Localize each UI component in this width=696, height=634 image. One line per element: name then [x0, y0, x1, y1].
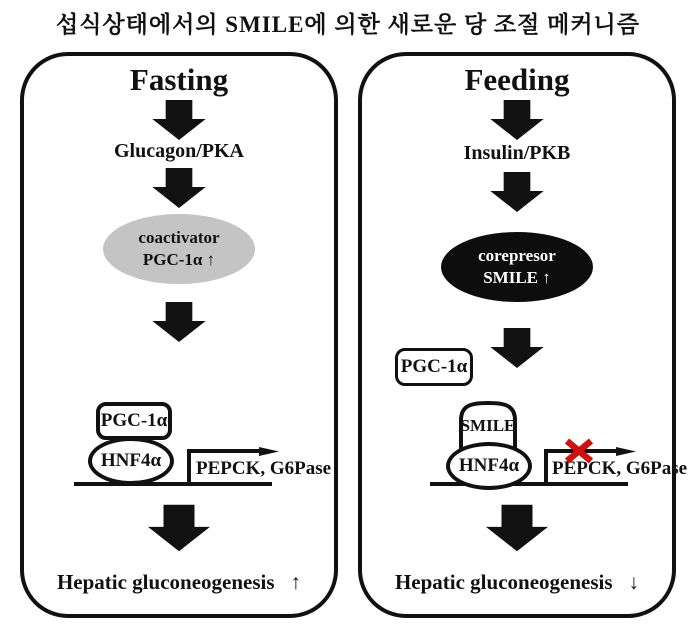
down-arrow-icon — [489, 100, 545, 140]
target-genes-label: PEPCK, G6Pase — [196, 458, 332, 479]
regulator-name: SMILE ↑ — [483, 268, 551, 287]
feeding-signal-label: Insulin/PKB — [463, 142, 571, 164]
outcome-direction: ↓ — [628, 570, 640, 594]
fasting-header: Fasting — [129, 62, 229, 97]
feeding-header: Feeding — [464, 62, 570, 97]
down-arrow-icon — [489, 172, 545, 212]
inhibition-x-icon — [563, 438, 595, 464]
feeding-panel — [358, 52, 688, 618]
fasting-signal-label: Glucagon/PKA — [113, 140, 244, 162]
down-arrow-icon — [151, 302, 207, 342]
regulator-role: corepresor — [478, 245, 556, 265]
feeding-outcome — [362, 570, 672, 595]
smile-cylinder-label: SMILE — [460, 416, 516, 435]
page-title: 섭식상태에서의 SMILE에 의한 새로운 당 조절 메커니즘 — [56, 12, 640, 37]
target-genes-label: PEPCK, G6Pase — [552, 458, 688, 479]
hnf4a-ellipse — [446, 442, 532, 490]
corepressor-ellipse — [441, 232, 593, 302]
hnf4a-ellipse — [88, 437, 174, 485]
down-arrow-icon — [148, 504, 210, 552]
outcome-label: Hepatic gluconeogenesis — [56, 570, 275, 594]
down-arrow-icon — [151, 100, 207, 140]
fasting-outcome — [24, 570, 334, 595]
regulator-role: coactivator — [138, 227, 220, 247]
regulator-name: PGC-1α ↑ — [142, 250, 216, 269]
coactivator-ellipse — [103, 214, 255, 284]
outcome-label: Hepatic gluconeogenesis — [394, 570, 613, 594]
pgc1a-box-label: PGC-1α — [100, 410, 168, 431]
fasting-panel — [20, 52, 338, 618]
displaced-pgc1a-label: PGC-1α — [400, 356, 468, 377]
down-arrow-icon — [489, 328, 545, 368]
displaced-pgc1a-box — [395, 348, 473, 386]
down-arrow-icon — [486, 504, 548, 552]
outcome-direction: ↑ — [290, 570, 302, 594]
down-arrow-icon — [151, 168, 207, 208]
pgc1a-box — [96, 402, 172, 440]
hnf4a-label: HNF4α — [458, 455, 520, 476]
hnf4a-label: HNF4α — [100, 450, 162, 471]
